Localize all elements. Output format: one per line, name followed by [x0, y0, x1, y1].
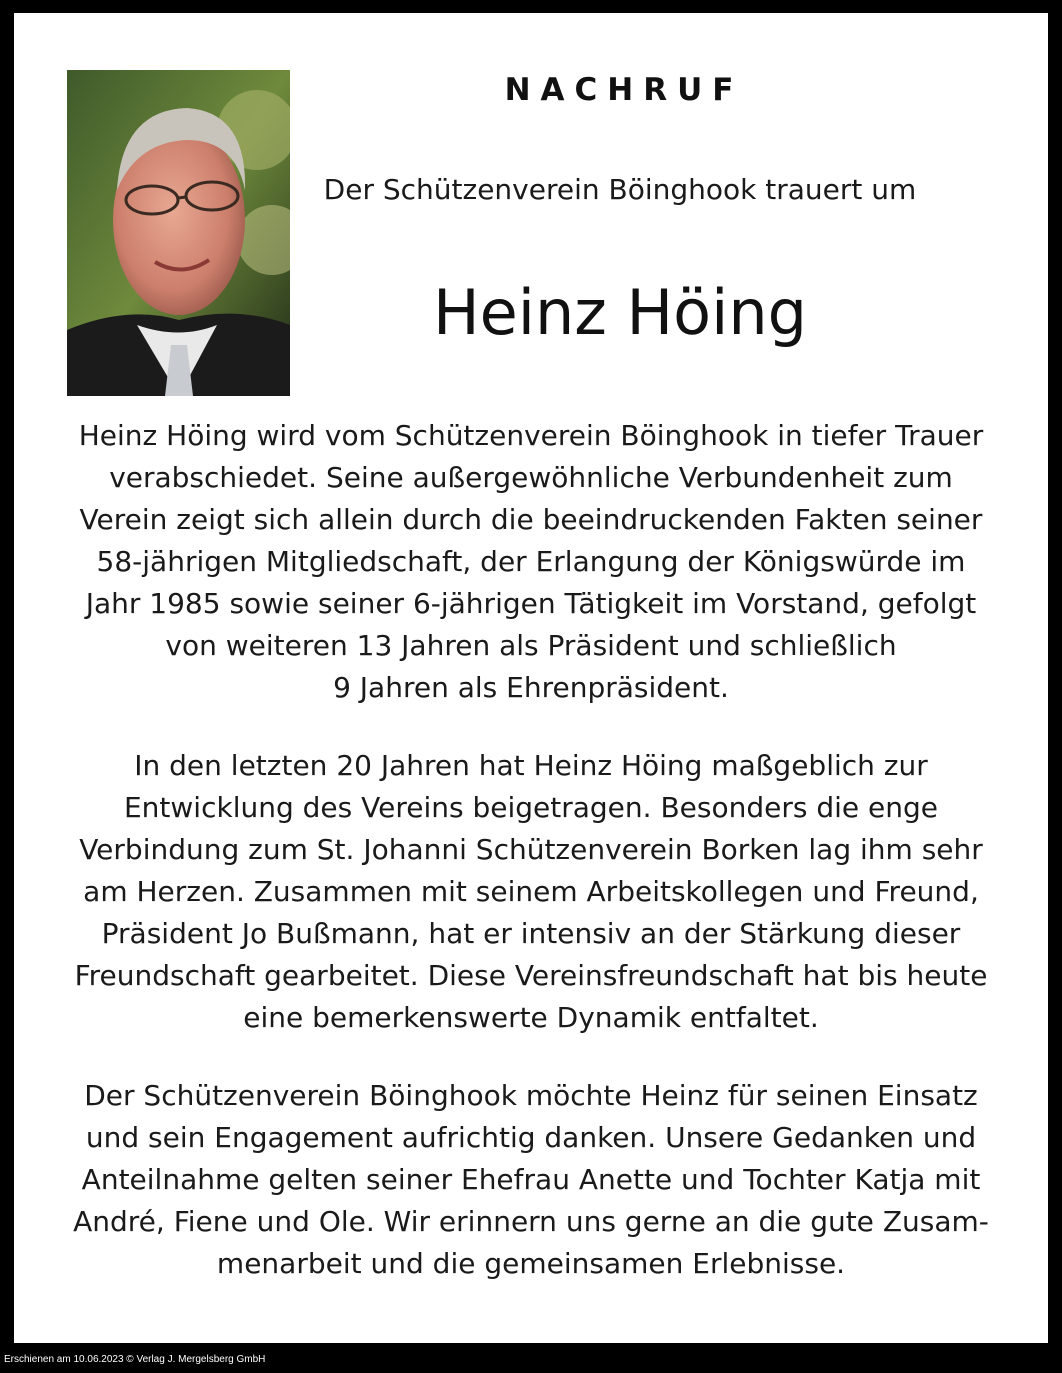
text-line: eine bemerkenswerte Dynamik entfaltet. [243, 1001, 819, 1034]
text-line: Anteilnahme gelten seiner Ehefrau Anette und Tochter Katja mit [81, 1163, 981, 1196]
intro-line: Der Schützenverein Böinghook trauert um [323, 173, 917, 206]
text-line: Präsident Jo Bußmann, hat er intensiv an der Stärkung dieser [101, 917, 961, 950]
text-line: Jahr 1985 sowie seiner 6-jährigen Tätigkeit im Vorstand, gefolgt [85, 587, 977, 620]
text-line: menarbeit und die gemeinsamen Erlebnisse. [216, 1247, 846, 1280]
text-line: André, Fiene und Ole. Wir erinnern uns gerne an die gute Zusam- [73, 1205, 989, 1238]
text-line: In den letzten 20 Jahren hat Heinz Höing maßgeblich zur [134, 749, 928, 782]
text-line: verabschiedet. Seine außergewöhnliche Verbundenheit zum [109, 461, 953, 494]
paragraph [54, 415, 1008, 709]
deceased-name: Heinz Höing [433, 276, 807, 349]
text-line: von weiteren 13 Jahren als Präsident und schließlich [165, 629, 897, 662]
obituary-text [54, 415, 1008, 1321]
text-line: 58-jährigen Mitgliedschaft, der Erlangung der Königswürde im [96, 545, 966, 578]
text-line: am Herzen. Zusammen mit seinem Arbeitskollegen und Freund, [83, 875, 979, 908]
paragraph [54, 745, 1008, 1039]
paragraph [54, 1075, 1008, 1285]
text-line: und sein Engagement aufrichtig danken. Unsere Gedanken und [85, 1121, 977, 1154]
text-line: Heinz Höing wird vom Schützenverein Böinghook in tiefer Trauer [78, 419, 984, 452]
text-line: Freundschaft gearbeitet. Diese Vereinsfreundschaft hat bis heute [74, 959, 988, 992]
text-line: 9 Jahren als Ehrenpräsident. [333, 671, 729, 704]
obituary-page [14, 13, 1048, 1343]
text-line: Verein zeigt sich allein durch die beeindruckenden Fakten seiner [79, 503, 983, 536]
text-line: Der Schützenverein Böinghook möchte Heinz für seinen Einsatz [84, 1079, 978, 1112]
text-line: Entwicklung des Vereins beigetragen. Besonders die enge [123, 791, 938, 824]
page-title: NACHRUF [504, 72, 744, 108]
portrait-photo [67, 70, 290, 396]
publication-footer: Erschienen am 10.06.2023 © Verlag J. Mergelsberg GmbH [4, 1354, 266, 1365]
text-line: Verbindung zum St. Johanni Schützenverein Borken lag ihm sehr [79, 833, 983, 866]
